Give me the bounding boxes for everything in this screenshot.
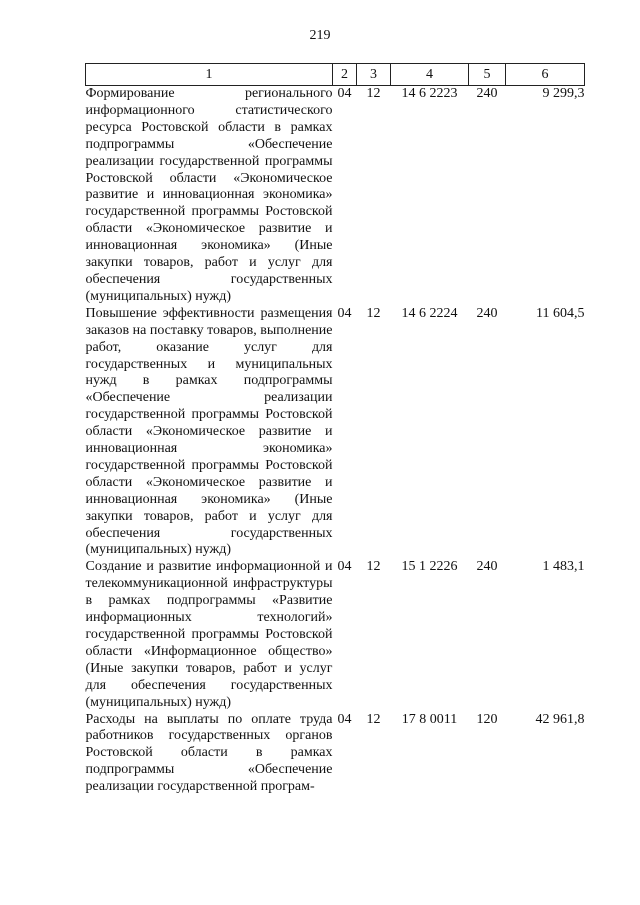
- row-expense-type: 240: [476, 559, 498, 575]
- row-subsection: 12: [366, 86, 381, 101]
- row-description: Создание и развитие информационной и телекоммуникационной инфраструктуры в рамках подпрограммы «Развитие информационных технологий» государственной программы Ростовской области «Информационное общество» (Иные закупки товаров, работ и услуг для обеспечения государственных (муниципальных) нужд): [85, 559, 333, 710]
- row-section: 04: [337, 559, 352, 575]
- table-row: [86, 559, 585, 711]
- row-amount: 9 299,3: [542, 86, 585, 101]
- header-row: [86, 64, 585, 86]
- row-subsection: 12: [366, 711, 381, 727]
- page-number: 219: [309, 28, 331, 43]
- row-section: 04: [337, 711, 352, 727]
- column-header-1: 1: [86, 64, 333, 86]
- budget-table: [85, 63, 585, 796]
- row-amount: 42 961,8: [535, 711, 585, 727]
- row-section: 04: [337, 305, 352, 321]
- column-header-4: 4: [391, 64, 469, 86]
- table-row: [86, 86, 585, 306]
- column-header-2: 2: [333, 64, 357, 86]
- row-section: 04: [337, 86, 352, 101]
- column-header-3: 3: [357, 64, 391, 86]
- column-header-5: 5: [469, 64, 506, 86]
- row-subsection: 12: [366, 559, 381, 575]
- row-target-article: 15 1 2226: [401, 559, 458, 575]
- row-subsection: 12: [366, 305, 381, 321]
- row-expense-type: 120: [476, 711, 498, 727]
- row-amount: 1 483,1: [542, 559, 585, 575]
- row-description: Повышение эффективности размещения заказов на поставку товаров, выполнение работ, оказание услуг для государственных и муниципальных нужд в рамках подпрограммы «Обеспечение реализации государственной программы Ростовской области «Экономическое развитие и инновационная экономика» государственной программы Ростовской области «Экономическое развитие и инновационная экономика» (Иные закупки товаров, работ и услуг для обеспечения государственных (муниципальных) нужд): [85, 305, 333, 558]
- row-expense-type: 240: [476, 305, 498, 321]
- table-header: [86, 64, 585, 86]
- table-row: [86, 712, 585, 797]
- row-target-article: 14 6 2224: [401, 305, 458, 321]
- row-amount: 11 604,5: [536, 305, 585, 321]
- row-description: Расходы на выплаты по оплате труда работников государственных органов Ростовской области в рамках подпрограммы «Обеспечение реализации государственной програм-: [85, 711, 333, 795]
- row-target-article: 14 6 2223: [401, 86, 458, 101]
- row-target-article: 17 8 0011: [401, 711, 458, 727]
- table-row: [86, 306, 585, 560]
- column-header-6: 6: [506, 64, 585, 86]
- row-description: Формирование регионального информационного статистического ресурса Ростовской области в рамках подпрограммы «Обеспечение реализации государственной программы Ростовской области «Экономическое развитие и инновационная экономика» государственной программы Ростовской области «Экономическое развитие и инновационная экономика» (Иные закупки товаров, работ и услуг для обеспечения государственных (муниципальных) нужд): [85, 86, 333, 304]
- row-expense-type: 240: [476, 86, 498, 101]
